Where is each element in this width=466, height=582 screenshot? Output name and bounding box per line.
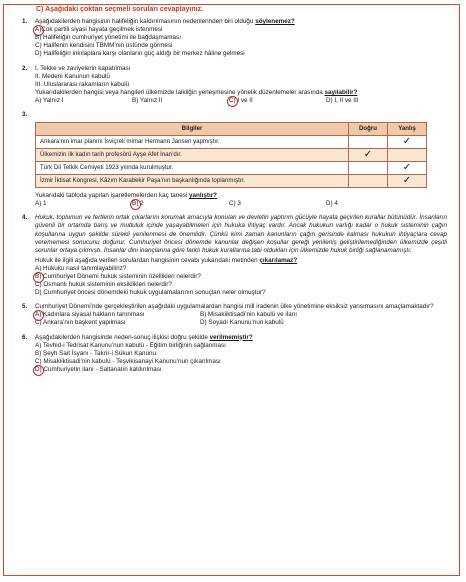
question-3	[22, 111, 447, 208]
question-number: 4.	[22, 214, 28, 222]
question-6	[22, 334, 447, 374]
option-c[interactable]: C) Ankara’nın başkent yapılması	[35, 319, 126, 327]
row-text: Ankara’nın imar planını İsviçreli mimar Hermann Jansen yapmıştır.	[36, 136, 349, 149]
question-4	[22, 214, 447, 297]
passage-text: Hukuk, toplumun ve fertlerin ortak çıkarlarını korumak amacıyla konulan ve devletin yaptırım gücüyle hayata geçirilen kurallar bütünüdür. İnsanların güvenli bir ortamda barış ve mutluluk içinde yaşayabilmeleri için hukuka ihtiyaç vardır. Ancak hukukun varlığı kadar o hukuk sisteminin çağın koşullarına uygun şekilde sürekli yenilenmesi de önemlidir. Çünkü kimi zaman kanunların çağın gerisinde kalması hukukun ihtiyaçlara cevap verememesi sonucunu doğurur. Cumhuriyet öncesi dönemde kanunlar değişen koşullar gereği yenileniş geliştirilemediğinden ülkemizde çeşitli sorunlar ortaya çıkmıştı. İnsanlar dini inançlarına göre farklı hukuk kurallarına tabi oldukları için ülkemizde hukuk birliği sağlanamamıştı.	[35, 214, 447, 254]
option-text: Çok partili siyasi hayata geçilmek istenmesi	[41, 26, 163, 34]
option-c[interactable]: C) Misakiiktisadi’nin kabulü - Teşvikisanayi Kanunu’nun çıkarılması	[35, 357, 221, 365]
option-text: Halifenin kendisini TBMM’nin üstünde görmesi	[43, 42, 173, 50]
check-mark[interactable]	[349, 136, 388, 149]
option-letter: B)	[35, 34, 42, 42]
option-a[interactable]: A) Yalnız I	[35, 96, 64, 104]
option-d[interactable]: D) Soyadı Kanunu’nun kabulü	[200, 319, 284, 327]
check-mark[interactable]: ✓	[388, 136, 427, 149]
question-number: 6.	[22, 333, 28, 341]
question-1	[22, 18, 447, 58]
question-emphasis: çıkarılamaz?	[259, 256, 298, 264]
header-false: Yanlış	[388, 123, 427, 136]
question-emphasis: yanlıştır?	[189, 192, 218, 200]
question-emphasis: verilmemiştir?	[209, 333, 253, 341]
option-c[interactable]	[229, 97, 326, 105]
option-b[interactable]: B) Yalnız II	[132, 96, 163, 104]
option-a[interactable]: A) Tevhid-i Tedrisat Kanunu’nun kabulü - Eğitim birliğinin sağlanması	[35, 341, 226, 349]
row-text: İzmir İktisat Kongresi, Kâzım Karabekir Paşa’nın başkanlığında toplanmıştır.	[36, 175, 349, 188]
check-mark[interactable]	[349, 162, 388, 175]
table-row	[36, 175, 427, 188]
table-row	[36, 149, 427, 162]
option-d[interactable]	[35, 366, 447, 374]
option-letter: D)	[35, 50, 42, 58]
worksheet	[22, 6, 447, 380]
option-b[interactable]	[35, 273, 447, 281]
option-b[interactable]	[35, 34, 447, 42]
question-text: Cumhuriyet Dönemi’nde gerçekleştirilen aşağıdaki uygulamalardan hangisi mill iradenin ülke yönetimine eksiksiz yansımasını amaçlamaktadır?	[35, 303, 434, 311]
check-mark[interactable]: ✓	[388, 175, 427, 188]
info-table	[35, 122, 427, 188]
check-mark[interactable]	[388, 149, 427, 162]
option-d[interactable]: D) Cumhuriyet öncesi dönemdeki hukuk uygulamalarının sonuçları neler olmuştur?	[35, 289, 266, 297]
answer-circle-mark: D) Cumhuriyetin ilanı - Saltanatın kaldırılması	[35, 365, 162, 373]
option-b[interactable]: B) Misakiiktisadi’nin kabulü ve ilanı	[200, 311, 297, 319]
option-a[interactable]	[35, 26, 447, 34]
question-text: Hukuk ile ilgili aşağıda verilen sorulardan hangisinin cevabı yukarıdaki metinden	[35, 256, 260, 264]
table-row	[36, 136, 427, 149]
check-mark[interactable]: ✓	[349, 149, 388, 162]
question-text: Aşağıdakilerden hangisinin halifeliğin kaldırılmasının nedenlerinden biri olduğu	[35, 18, 256, 26]
row-text: Ülkemizin ilk kadın tarih profesörü Ayşe Afet İnan’dır.	[36, 149, 349, 162]
option-text: Halifeliğin cumhuriyet yönetimi ile bağdaşmaması	[43, 34, 181, 42]
statement-ii: II. Medeni Kanunun kabulü	[35, 72, 110, 80]
table-row	[36, 162, 427, 175]
header-info: Bilgiler	[36, 123, 349, 136]
answer-circle-mark: B) Cumhuriyet Dönemi hukuk sisteminin özellikleri nelerdir?	[35, 272, 201, 280]
question-number: 3.	[22, 111, 28, 119]
check-mark[interactable]: ✓	[388, 162, 427, 175]
statement-i: I. Tekke ve zaviyelerin kapatılması	[35, 64, 131, 72]
question-2	[22, 65, 447, 105]
answer-circle-mark: A)	[35, 26, 42, 34]
question-emphasis: söylenemez?	[255, 18, 295, 26]
option-a[interactable]: A) 1	[35, 200, 47, 208]
question-text: Yukarıdakilerden hangisi veya hangileri ülkemizde laikliğin yerleşmesine yönelik düzenlemeler arasında	[35, 88, 325, 96]
option-letter: C)	[35, 42, 42, 50]
answer-circle-mark: B) 2	[132, 200, 144, 208]
option-c[interactable]: C) Osmanlı hukuk sisteminin eksiklikleri nelerdir?	[35, 281, 172, 289]
question-5	[22, 303, 447, 327]
question-text: Yukarıdaki tabloda yapılan işaretlemelerden kaç tanesi	[35, 192, 190, 200]
option-d[interactable]	[35, 50, 447, 58]
option-d[interactable]: D) I, II ve III	[326, 96, 359, 104]
option-a[interactable]: A) Hukuku nasıl tanımlayabiliriz?	[35, 264, 127, 272]
question-text: Aşağıdakilerden hangisinde neden-sonuç ilişkisi doğru şekilde	[35, 333, 210, 341]
check-mark[interactable]	[349, 175, 388, 188]
option-c[interactable]: C) 3	[229, 200, 241, 208]
question-number: 1.	[22, 18, 28, 26]
option-text: Halifeliğin inkılaplara karşı olanların güç aldığı bir merkez hâline gelmesi	[43, 50, 245, 58]
option-b[interactable]: B) Şeyh Sait İsyanı - Takrir-i Sükun Kanunu	[35, 349, 156, 357]
answer-circle-mark: A) Kadınlara siyasal hakların tanınması	[35, 311, 200, 319]
option-b[interactable]	[132, 200, 229, 208]
header-true: Doğru	[349, 123, 388, 136]
answer-circle-mark: C) I ve II	[229, 96, 253, 104]
row-text: Türk Dil Tetkik Cemiyeti 1923 yılında kurulmuştur.	[36, 162, 349, 175]
question-number: 2.	[22, 64, 28, 72]
option-a[interactable]	[35, 311, 200, 319]
section-title: C) Aşağıdaki çoktan seçmeli soruları cevaplayınız.	[36, 6, 204, 13]
question-number: 5.	[22, 303, 28, 311]
option-c[interactable]	[35, 42, 447, 50]
option-d[interactable]: D) 4	[326, 200, 338, 208]
question-emphasis: sayılabilir?	[324, 88, 358, 96]
statement-iii: III. Uluslararası rakamların kabulü	[35, 80, 130, 88]
